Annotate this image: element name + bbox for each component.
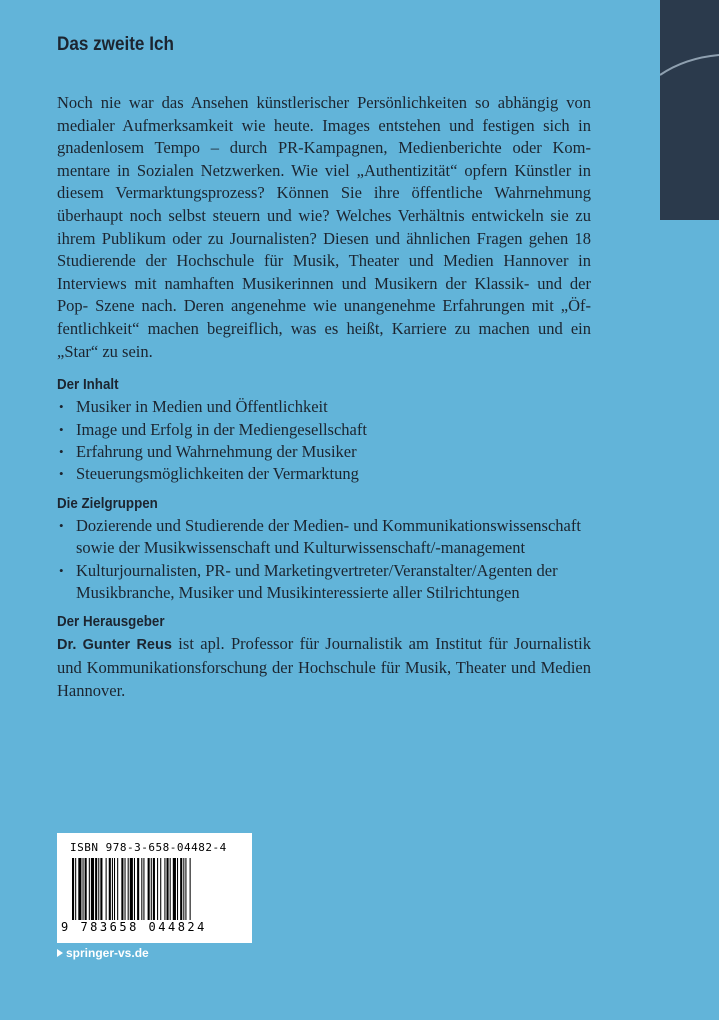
barcode-bar xyxy=(112,858,113,920)
bullet-icon: • xyxy=(59,443,64,459)
barcode-bar xyxy=(185,858,186,920)
zielgruppen-list xyxy=(57,515,591,605)
barcode-bar xyxy=(143,858,144,920)
barcode-bar xyxy=(117,858,118,920)
list-item: • Kulturjournalisten, PR- und Marketingvertreter/Veranstalter/Agenten der Musikbranche, Musiker und Musikinteressierte aller Stilrichtungen xyxy=(59,560,558,602)
barcode-bar xyxy=(72,858,74,920)
barcode-bar xyxy=(167,858,169,920)
isbn-barcode-box xyxy=(57,833,252,943)
bullet-icon: • xyxy=(59,421,64,437)
publisher-url[interactable]: springer-vs.de xyxy=(66,946,149,960)
list-item: • Steuerungsmöglichkeiten der Vermarktung xyxy=(57,463,591,485)
barcode-bar xyxy=(134,858,135,920)
barcode-bar xyxy=(125,858,126,920)
barcode-bar xyxy=(109,858,111,920)
barcode-bar xyxy=(170,858,171,920)
barcode xyxy=(72,858,242,922)
barcode-bar xyxy=(95,858,97,920)
editor-name: Dr. Gunter Reus xyxy=(57,637,172,654)
list-item: • Erfahrung und Wahrnehmung der Musiker xyxy=(57,441,591,463)
book-title: Das zweite Ich xyxy=(57,34,174,55)
barcode-bar xyxy=(121,858,123,920)
section-heading-inhalt: Der Inhalt xyxy=(57,377,119,394)
bullet-icon: • xyxy=(59,466,64,482)
intro-paragraph: Noch nie war das Ansehen künstlerischer Persönlichkeiten so abhängig von medialer Aufmerksamkeit wie heute. Images entstehen und festigen sich in gnadenlosem Tempo – durch PR-Kampagnen, Medienberichte oder Kommentare in Sozialen Netzwerken. Wie viel „Authentizität“ opfern Künstler in diesem Vermarktungsprozess? Können Sie ihre öffentliche Wahrnehmung überhaupt noch selbst steuern und wie? Welches Verhältnis entwickeln sie zu ihrem Publikum oder zu Journalisten? Diesen und ähnlichen Fragen gehen 18 Studierende der Hochschule für Musik, Theater und Medien Hannover in Interviews mit namhaften Musikerinnen und Musikern der Klassik- und der Pop- Szene nach. Deren angenehme wie unangenehme Erfahrungen mit „Öffentlichkeit“ machen begreiflich, was es heißt, Karriere zu machen und ein „Star“ zu sein. xyxy=(57,93,591,361)
publisher-link[interactable] xyxy=(57,946,149,960)
ean-digits: 9 783658 044824 xyxy=(61,920,207,934)
barcode-bar xyxy=(128,858,129,920)
barcode-bar xyxy=(114,858,115,920)
barcode-bar xyxy=(160,858,161,920)
barcode-bar xyxy=(173,858,176,920)
barcode-bar xyxy=(137,858,139,920)
barcode-bar xyxy=(141,858,142,920)
barcode-bar xyxy=(190,858,191,920)
section-heading-herausgeber: Der Herausgeber xyxy=(57,614,165,631)
bullet-icon: • xyxy=(59,562,64,578)
list-item: • Image und Erfolg in der Mediengesellschaft xyxy=(57,419,591,441)
barcode-bar xyxy=(75,858,76,920)
barcode-bar xyxy=(83,858,84,920)
barcode-bar xyxy=(164,858,165,920)
barcode-bar xyxy=(89,858,90,920)
list-item: • Musiker in Medien und Öffentlichkeit xyxy=(57,396,591,418)
inhalt-list xyxy=(57,396,591,486)
barcode-bar xyxy=(130,858,133,920)
barcode-bar xyxy=(153,858,155,920)
barcode-bar xyxy=(106,858,107,920)
editor-bio-text: ist apl. Professor für Journalistik am Institut für Journalistik und Kommunikationsforschung der Hochschule für Musik, Theater und Medien Hannover. xyxy=(57,634,591,700)
bullet-icon: • xyxy=(59,399,64,415)
back-cover-content xyxy=(57,92,591,702)
barcode-bar xyxy=(98,858,99,920)
barcode-bar xyxy=(78,858,81,920)
section-heading-zielgruppen: Die Zielgruppen xyxy=(57,495,158,512)
barcode-bar xyxy=(85,858,87,920)
arrow-right-icon xyxy=(57,949,63,957)
barcode-bar xyxy=(180,858,182,920)
bullet-icon: • xyxy=(59,517,64,533)
cover-spine-panel xyxy=(660,0,719,220)
isbn-label: ISBN 978-3-658-04482-4 xyxy=(70,841,227,854)
barcode-bar xyxy=(183,858,184,920)
list-item: • Dozierende und Studierende der Medien- und Kommunikationswissenschaft sowie der Musikwissenschaft und Kulturwissenschaft/-management xyxy=(59,515,581,558)
barcode-bar xyxy=(100,858,102,920)
barcode-bar xyxy=(177,858,178,920)
decorative-arc xyxy=(660,0,719,220)
barcode-bar xyxy=(148,858,150,920)
editor-bio xyxy=(57,633,591,702)
barcode-bar xyxy=(151,858,152,920)
barcode-bar xyxy=(91,858,94,920)
barcode-bar xyxy=(157,858,158,920)
